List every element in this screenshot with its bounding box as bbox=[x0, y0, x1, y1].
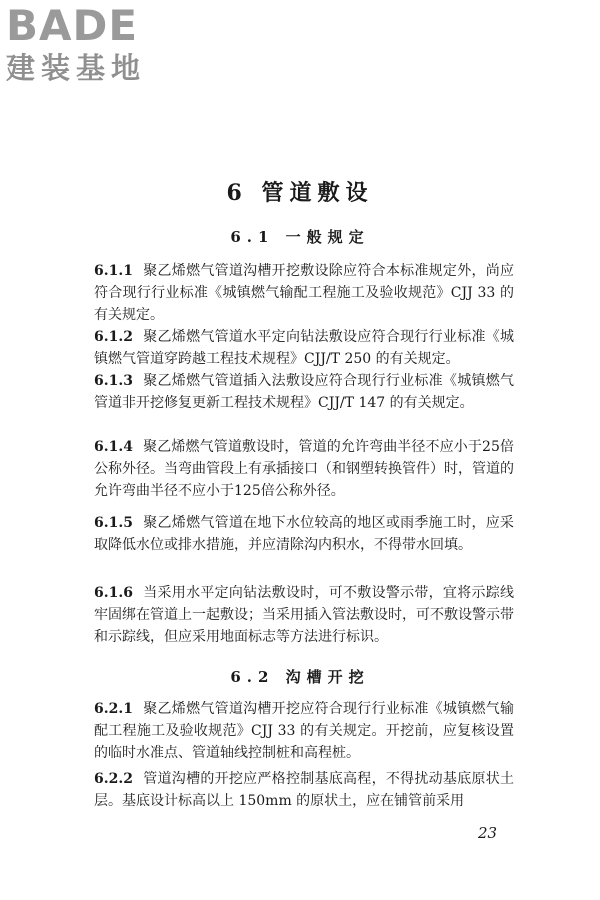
clause-number: 6.1.5 bbox=[94, 515, 133, 531]
section-title-6-2: 6.2 沟槽开挖 bbox=[230, 668, 370, 686]
clause-number: 6.1.1 bbox=[94, 263, 133, 279]
clause-6-1-4 bbox=[94, 436, 514, 502]
clause-number: 6.2.2 bbox=[94, 771, 133, 787]
page-number: 23 bbox=[478, 824, 498, 842]
logo-chinese-text: 建装基地 bbox=[6, 51, 147, 85]
clause-text: 聚乙烯燃气管道沟槽开挖应符合现行行业标准《城镇燃气输配工程施工及验收规范》CJJ 33 的有关规定。开挖前，应复核设置的临时水准点、管道轴线控制桩和高程桩。 bbox=[94, 701, 514, 761]
clause-6-2-1 bbox=[94, 698, 514, 764]
clause-6-1-3 bbox=[94, 370, 514, 414]
logo-wordmark: BADE bbox=[6, 1, 139, 50]
clause-6-1-6 bbox=[94, 582, 514, 648]
bade-logo bbox=[6, 1, 176, 85]
clause-text: 聚乙烯燃气管道水平定向钻法敷设应符合现行行业标准《城镇燃气管道穿跨越工程技术规程》CJJ/T 250 的有关规定。 bbox=[94, 329, 514, 367]
clause-6-2-2 bbox=[94, 768, 514, 812]
clause-text: 聚乙烯燃气管道在地下水位较高的地区或雨季施工时，应采取降低水位或排水措施，并应清除沟内积水，不得带水回填。 bbox=[94, 515, 514, 553]
clause-6-1-2 bbox=[94, 326, 514, 370]
clause-6-1-1 bbox=[94, 260, 514, 326]
clause-number: 6.1.4 bbox=[94, 439, 133, 455]
clause-number: 6.1.3 bbox=[94, 373, 133, 389]
clause-6-1-5 bbox=[94, 512, 514, 556]
clause-text: 聚乙烯燃气管道敷设时，管道的允许弯曲半径不应小于25倍公称外径。当弯曲管段上有承插接口（和钢塑转换管件）时，管道的允许弯曲半径不应小于125倍公称外径。 bbox=[94, 439, 514, 499]
clause-number: 6.1.6 bbox=[94, 585, 133, 601]
chapter-title: 6 管道敷设 bbox=[226, 180, 374, 206]
clause-text: 聚乙烯燃气管道沟槽开挖敷设除应符合本标准规定外，尚应符合现行行业标准《城镇燃气输配工程施工及验收规范》CJJ 33 的有关规定。 bbox=[94, 263, 514, 323]
clause-number: 6.1.2 bbox=[94, 329, 133, 345]
clause-number: 6.2.1 bbox=[94, 701, 133, 717]
section-title-6-1: 6.1 一般规定 bbox=[230, 228, 370, 246]
clause-text: 当采用水平定向钻法敷设时，可不敷设警示带，宜将示踪线牢固绑在管道上一起敷设；当采用插入管法敷设时，可不敷设警示带和示踪线，但应采用地面标志等方法进行标识。 bbox=[94, 585, 514, 645]
clause-text: 管道沟槽的开挖应严格控制基底高程，不得扰动基底原状土层。基底设计标高以上 150mm 的原状土，应在铺管前采用 bbox=[94, 771, 514, 809]
clause-text: 聚乙烯燃气管道插入法敷设应符合现行行业标准《城镇燃气管道非开挖修复更新工程技术规程》CJJ/T 147 的有关规定。 bbox=[94, 373, 514, 411]
